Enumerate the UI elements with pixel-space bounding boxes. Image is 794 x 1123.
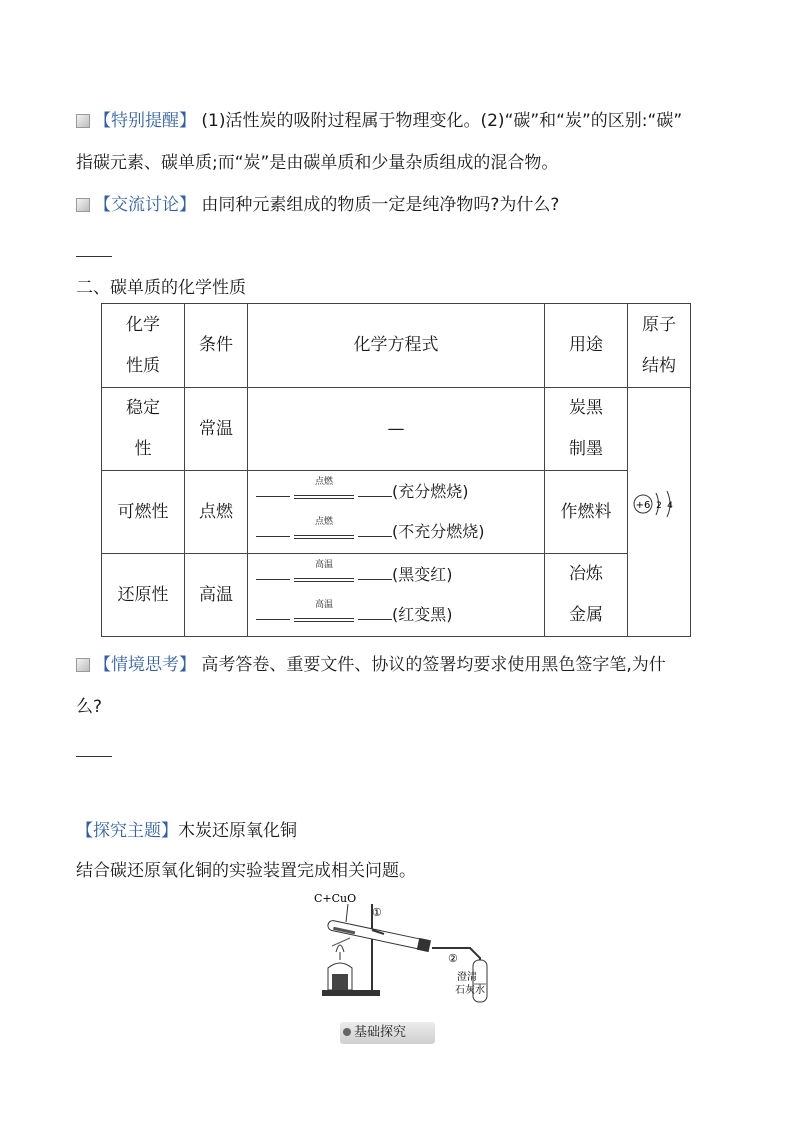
nucleus-charge: +6 (635, 500, 651, 511)
row3-equation (248, 554, 545, 637)
discussion-tag: 【交流讨论】 (94, 195, 196, 215)
product-blank[interactable] (358, 522, 392, 537)
answer-blank[interactable] (76, 746, 112, 766)
product-blank[interactable] (358, 605, 392, 620)
context-paragraph-line2: 么? (76, 697, 103, 717)
row3-use: 冶炼 金属 (545, 554, 628, 637)
badge-icon (343, 1028, 351, 1036)
row1-condition: 常温 (185, 388, 248, 471)
equation-line: 点燃 (充分燃烧) (248, 472, 544, 512)
limewater-label-b: 石灰水 (455, 985, 485, 996)
tip-paragraph-line1 (76, 106, 682, 131)
equation-line: 点燃 (不充分燃烧) (248, 512, 544, 552)
section-heading: 二、碳单质的化学性质 (76, 278, 246, 298)
row3-condition: 高温 (185, 554, 248, 637)
explore-instruction: 结合碳还原氧化铜的实验装置完成相关问题。 (76, 861, 416, 881)
reactant-blank[interactable] (256, 482, 290, 497)
equation-line: 高温 (红变黑) (248, 595, 544, 635)
apparatus-diagram (310, 890, 500, 1010)
chemical-properties-table (101, 303, 691, 637)
tip-paragraph-line2: 指碳元素、碳单质;而“炭”是由碳单质和少量杂质组成的混合物。 (76, 153, 559, 173)
atom-structure-cell (628, 388, 691, 637)
header-structure: 原子 结构 (628, 304, 691, 388)
row2-use: 作燃料 (545, 471, 628, 554)
basic-explore-badge: 基础探究 (340, 1022, 435, 1044)
context-paragraph-line1 (76, 650, 666, 675)
shell2-electrons: 4 (667, 501, 673, 511)
marker-2: ② (448, 952, 458, 965)
reactant-blank[interactable] (256, 522, 290, 537)
table-row (102, 471, 691, 554)
product-blank[interactable] (358, 482, 392, 497)
discussion-text: 由同种元素组成的物质一定是纯净物吗?为什么? (196, 195, 560, 215)
product-blank[interactable] (358, 565, 392, 580)
marker-1: ① (372, 906, 382, 919)
row1-property: 稳定 性 (102, 388, 185, 471)
tip-text: (1)活性炭的吸附过程属于物理变化。(2)“碳”和“炭”的区别:“碳” (196, 111, 683, 131)
table-header-row (102, 304, 691, 388)
note-icon (76, 114, 90, 128)
carbon-atom-diagram (629, 484, 689, 524)
context-tag: 【情境思考】 (94, 655, 196, 675)
header-condition: 条件 (185, 304, 248, 388)
shell1-electrons: 2 (656, 501, 662, 511)
header-use: 用途 (545, 304, 628, 388)
header-equation: 化学方程式 (248, 304, 545, 388)
note-icon (76, 658, 90, 672)
row2-condition: 点燃 (185, 471, 248, 554)
reactant-blank[interactable] (256, 565, 290, 580)
tip-tag: 【特别提醒】 (94, 111, 196, 131)
row2-property: 可燃性 (102, 471, 185, 554)
row1-use: 炭黑 制墨 (545, 388, 628, 471)
row3-property: 还原性 (102, 554, 185, 637)
equation-line: 高温 (黑变红) (248, 555, 544, 595)
context-text: 高考答卷、重要文件、协议的签署均要求使用黑色签字笔,为什 (196, 655, 666, 675)
note-icon (76, 198, 90, 212)
explore-title: 木炭还原氧化铜 (178, 821, 297, 841)
reagent-label: C+CuO (314, 892, 357, 905)
limewater-label-a: 澄清 (457, 972, 477, 983)
table-row (102, 554, 691, 637)
discussion-paragraph (76, 190, 559, 215)
row2-equation (248, 471, 545, 554)
table-row (102, 388, 691, 471)
header-property: 化学 性质 (102, 304, 185, 388)
row1-equation: — (248, 388, 545, 471)
explore-heading (76, 816, 297, 841)
answer-blank[interactable] (76, 246, 112, 266)
reactant-blank[interactable] (256, 605, 290, 620)
explore-tag: 【探究主题】 (76, 821, 178, 841)
